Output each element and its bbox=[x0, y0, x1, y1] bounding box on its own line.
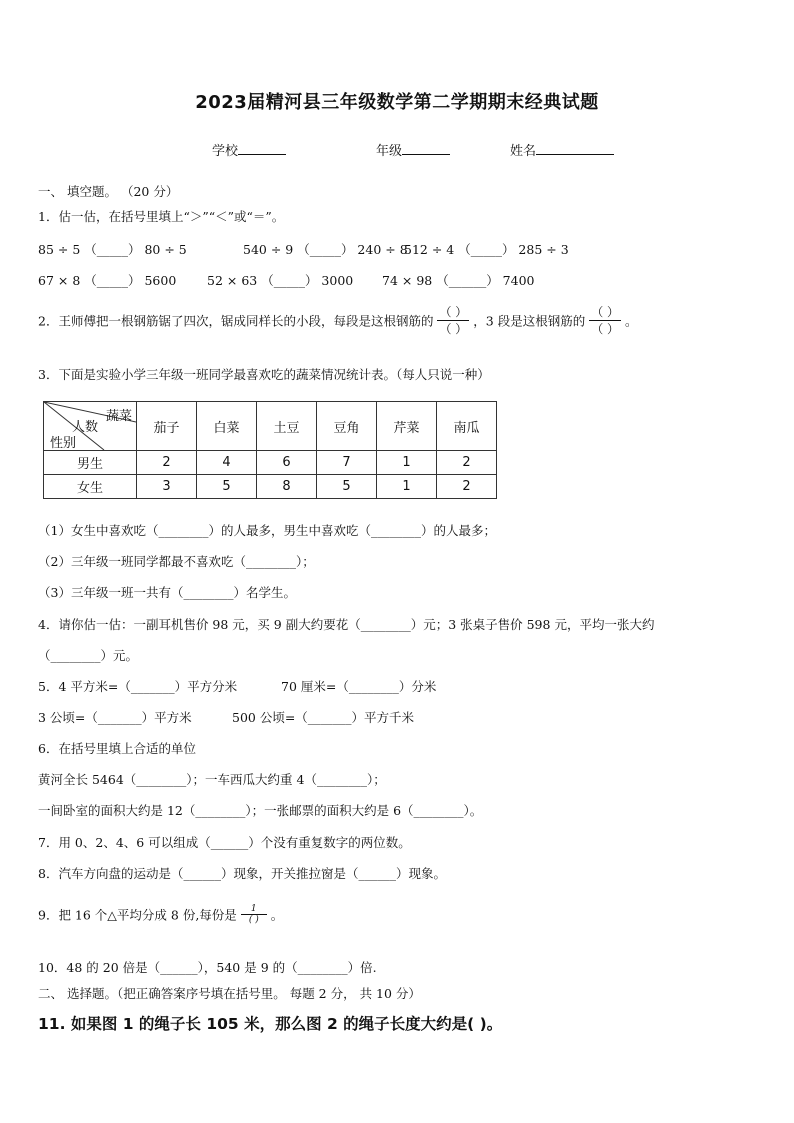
q2-fraction-2 bbox=[589, 304, 621, 337]
q1-row2-b: 52 × 63 （_____） 3000 bbox=[207, 273, 354, 288]
fraction-numerator: （ ） bbox=[591, 305, 620, 319]
table-cell: 1 bbox=[377, 451, 437, 475]
q3-sub3: （3）三年级一班一共有（________）名学生。 bbox=[38, 585, 296, 600]
column-header: 南瓜 bbox=[437, 402, 497, 451]
section2-heading: 二、 选择题。（把正确答案序号填在括号里。 每题 2 分， 共 10 分） bbox=[38, 986, 421, 1001]
q9-fraction bbox=[241, 904, 267, 925]
vegetable-stats-table bbox=[43, 401, 497, 499]
diagonal-header-cell bbox=[44, 402, 137, 451]
header-vegetable: 蔬菜 bbox=[105, 409, 132, 424]
table-cell: 1 bbox=[377, 475, 437, 499]
school-label: 学校 bbox=[212, 144, 239, 159]
q10-text: 10．48 的 20 倍是（______），540 是 9 的（________）倍. bbox=[38, 960, 377, 975]
name-blank bbox=[536, 140, 614, 155]
q2-text-1: 2．王师傅把一根钢筋锯了四次，锯成同样长的小段，每段是这根钢筋的 bbox=[38, 313, 434, 329]
grade-field bbox=[376, 140, 450, 159]
column-header: 土豆 bbox=[257, 402, 317, 451]
row-label: 男生 bbox=[44, 451, 137, 475]
q5-line1a: 5．4 平方米=（_______）平方分米 bbox=[38, 679, 238, 694]
q6-line1: 黄河全长 5464（________）；一车西瓜大约重 4（________）； bbox=[38, 772, 386, 787]
q1-row2-c: 74 × 98 （______） 7400 bbox=[382, 273, 535, 288]
q1-row1-b: 540 ÷ 9 （_____） 240 ÷ 8 bbox=[243, 242, 408, 257]
q9-line bbox=[38, 904, 283, 925]
grade-label: 年级 bbox=[376, 144, 403, 159]
q3-text: 3．下面是实验小学三年级一班同学最喜欢吃的蔬菜情况统计表。（每人只说一种） bbox=[38, 367, 490, 382]
school-field bbox=[212, 140, 286, 159]
fraction-denominator: ( ) bbox=[248, 915, 259, 925]
q4-line2: （________）元。 bbox=[38, 648, 139, 663]
table-cell: 7 bbox=[317, 451, 377, 475]
q6-text: 6．在括号里填上合适的单位 bbox=[38, 741, 196, 756]
q2-text-2: ，3 段是这根钢筋的 bbox=[473, 313, 586, 329]
q7-text: 7．用 0、2、4、6 可以组成（______）个没有重复数字的两位数。 bbox=[38, 835, 411, 850]
header-gender: 性别 bbox=[50, 436, 77, 451]
table-cell: 8 bbox=[257, 475, 317, 499]
row-label: 女生 bbox=[44, 475, 137, 499]
page-title: 2023届精河县三年级数学第二学期期末经典试题 bbox=[195, 92, 599, 113]
table-cell: 2 bbox=[437, 475, 497, 499]
q3-sub1: （1）女生中喜欢吃（________）的人最多，男生中喜欢吃（________）的人最多； bbox=[38, 523, 496, 538]
table-cell: 2 bbox=[137, 451, 197, 475]
column-header: 豆角 bbox=[317, 402, 377, 451]
table-header-row bbox=[44, 402, 497, 451]
q5-line2b: 500 公顷=（_______）平方千米 bbox=[232, 710, 415, 725]
q8-text: 8．汽车方向盘的运动是（______）现象，开关推拉窗是（______）现象。 bbox=[38, 866, 446, 881]
q1-row2-a: 67 × 8 （_____） 5600 bbox=[38, 273, 177, 288]
table-cell: 4 bbox=[197, 451, 257, 475]
header-people: 人数 bbox=[72, 420, 99, 435]
column-header: 芹菜 bbox=[377, 402, 437, 451]
q4-line1: 4．请你估一估：一副耳机售价 98 元，买 9 副大约要花（________）元；3 张桌子售价 598 元，平均一张大约 bbox=[38, 617, 655, 632]
grade-blank bbox=[402, 140, 450, 155]
section1-heading: 一、 填空题。 （20 分） bbox=[38, 184, 179, 199]
table-cell: 5 bbox=[317, 475, 377, 499]
q1-row1-c: 512 ÷ 4 （_____） 285 ÷ 3 bbox=[404, 242, 569, 257]
table-row bbox=[44, 451, 497, 475]
q9-text-1: 9．把 16 个△平均分成 8 份,每份是 bbox=[38, 907, 237, 923]
q2-fraction-1 bbox=[437, 304, 469, 337]
fraction-numerator: （ ） bbox=[439, 305, 468, 319]
table-cell: 5 bbox=[197, 475, 257, 499]
q1-row1-a: 85 ÷ 5 （_____） 80 ÷ 5 bbox=[38, 242, 187, 257]
fraction-numerator: 1 bbox=[241, 904, 267, 915]
fraction-denominator: （ ） bbox=[439, 322, 468, 336]
table-row bbox=[44, 475, 497, 499]
q1-text: 1．估一估，在括号里填上“＞”“＜”或“＝”。 bbox=[38, 209, 285, 224]
table-cell: 3 bbox=[137, 475, 197, 499]
table-cell: 6 bbox=[257, 451, 317, 475]
name-field bbox=[510, 140, 614, 159]
q2-text-3: 。 bbox=[625, 313, 638, 329]
school-blank bbox=[238, 140, 286, 155]
table-cell: 2 bbox=[437, 451, 497, 475]
q5-line1b: 70 厘米=（________）分米 bbox=[281, 679, 437, 694]
column-header: 茄子 bbox=[137, 402, 197, 451]
fraction-denominator: （ ） bbox=[591, 322, 620, 336]
q6-line2: 一间卧室的面积大约是 12（________）；一张邮票的面积大约是 6（________）。 bbox=[38, 803, 483, 818]
q11-text: 11. 如果图 1 的绳子长 105 米，那么图 2 的绳子长度大约是( )。 bbox=[38, 1015, 503, 1033]
q2-line bbox=[38, 304, 638, 337]
name-label: 姓名 bbox=[510, 144, 537, 159]
q9-text-2: 。 bbox=[270, 907, 284, 923]
q3-sub2: （2）三年级一班同学都最不喜欢吃（________）； bbox=[38, 554, 315, 569]
q5-line2a: 3 公顷=（_______）平方米 bbox=[38, 710, 192, 725]
column-header: 白菜 bbox=[197, 402, 257, 451]
